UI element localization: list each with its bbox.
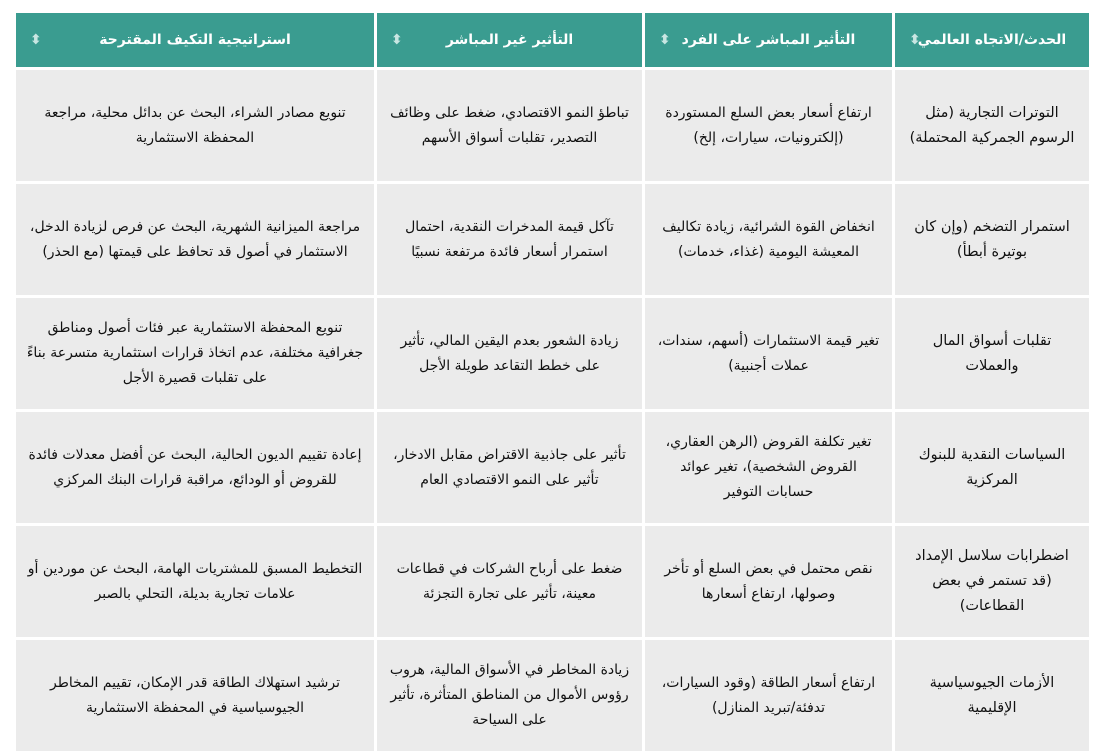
column-header-label: التأثير المباشر على الفرد: [681, 32, 856, 48]
cell-direct-impact: ارتفاع أسعار الطاقة (وقود السيارات، تدفئة/تبريد المنازل): [644, 639, 894, 753]
cell-strategy: ترشيد استهلاك الطاقة قدر الإمكان، تقييم المخاطر الجيوسياسية في المحفظة الاستثمارية: [15, 639, 376, 753]
cell-strategy: تنويع المحفظة الاستثمارية عبر فئات أصول ومناطق جغرافية مختلفة، عدم اتخاذ قرارات استثمارية متسرعة بناءً على تقلبات قصيرة الأجل: [15, 297, 376, 411]
table-container: [13, 10, 1089, 728]
cell-event: السياسات النقدية للبنوك المركزية: [894, 411, 1091, 525]
column-header-direct-impact[interactable]: [644, 12, 894, 69]
cell-strategy: تنويع مصادر الشراء، البحث عن بدائل محلية، مراجعة المحفظة الاستثمارية: [15, 69, 376, 183]
sort-icon[interactable]: ⬍: [391, 32, 403, 48]
column-header-indirect-impact[interactable]: [376, 12, 644, 69]
table-row: [15, 525, 1091, 639]
table-row: [15, 297, 1091, 411]
column-header-strategy[interactable]: [15, 12, 376, 69]
cell-event: اضطرابات سلاسل الإمداد (قد تستمر في بعض القطاعات): [894, 525, 1091, 639]
cell-event: التوترات التجارية (مثل الرسوم الجمركية المحتملة): [894, 69, 1091, 183]
cell-indirect-impact: تأثير على جاذبية الاقتراض مقابل الادخار، تأثير على النمو الاقتصادي العام: [376, 411, 644, 525]
table-row: [15, 183, 1091, 297]
sort-icon[interactable]: ⬍: [909, 32, 921, 48]
cell-direct-impact: ارتفاع أسعار بعض السلع المستوردة (إلكترونيات، سيارات، إلخ): [644, 69, 894, 183]
cell-event: استمرار التضخم (وإن كان بوتيرة أبطأ): [894, 183, 1091, 297]
cell-strategy: إعادة تقييم الديون الحالية، البحث عن أفضل معدلات فائدة للقروض أو الودائع، مراقبة قرارات البنك المركزي: [15, 411, 376, 525]
cell-indirect-impact: تباطؤ النمو الاقتصادي، ضغط على وظائف التصدير، تقلبات أسواق الأسهم: [376, 69, 644, 183]
cell-direct-impact: تغير تكلفة القروض (الرهن العقاري، القروض الشخصية)، تغير عوائد حسابات التوفير: [644, 411, 894, 525]
column-header-event[interactable]: [894, 12, 1091, 69]
cell-direct-impact: تغير قيمة الاستثمارات (أسهم، سندات، عملات أجنبية): [644, 297, 894, 411]
cell-direct-impact: نقص محتمل في بعض السلع أو تأخر وصولها، ارتفاع أسعارها: [644, 525, 894, 639]
header-row: [15, 12, 1091, 69]
table-row: [15, 411, 1091, 525]
cell-indirect-impact: زيادة المخاطر في الأسواق المالية، هروب رؤوس الأموال من المناطق المتأثرة، تأثير على السياحة: [376, 639, 644, 753]
cell-event: الأزمات الجيوسياسية الإقليمية: [894, 639, 1091, 753]
column-header-label: التأثير غير المباشر: [445, 32, 574, 48]
cell-strategy: مراجعة الميزانية الشهرية، البحث عن فرص لزيادة الدخل، الاستثمار في أصول قد تحافظ على قيمتها (مع الحذر): [15, 183, 376, 297]
table-header: [15, 12, 1091, 69]
cell-indirect-impact: تآكل قيمة المدخرات النقدية، احتمال استمرار أسعار فائدة مرتفعة نسبيًا: [376, 183, 644, 297]
sort-icon[interactable]: ⬍: [659, 32, 671, 48]
cell-strategy: التخطيط المسبق للمشتريات الهامة، البحث عن موردين أو علامات تجارية بديلة، التحلي بالصبر: [15, 525, 376, 639]
sort-icon[interactable]: ⬍: [30, 32, 42, 48]
cell-direct-impact: انخفاض القوة الشرائية، زيادة تكاليف المعيشة اليومية (غذاء، خدمات): [644, 183, 894, 297]
impact-table: [13, 10, 1092, 754]
table-row: [15, 69, 1091, 183]
column-header-label: الحدث/الاتجاه العالمي: [917, 32, 1067, 48]
cell-indirect-impact: ضغط على أرباح الشركات في قطاعات معينة، تأثير على تجارة التجزئة: [376, 525, 644, 639]
table-row: [15, 639, 1091, 753]
column-header-label: استراتيجية التكيف المقترحة: [99, 32, 291, 48]
cell-indirect-impact: زيادة الشعور بعدم اليقين المالي، تأثير على خطط التقاعد طويلة الأجل: [376, 297, 644, 411]
table-body: [15, 69, 1091, 753]
cell-event: تقلبات أسواق المال والعملات: [894, 297, 1091, 411]
